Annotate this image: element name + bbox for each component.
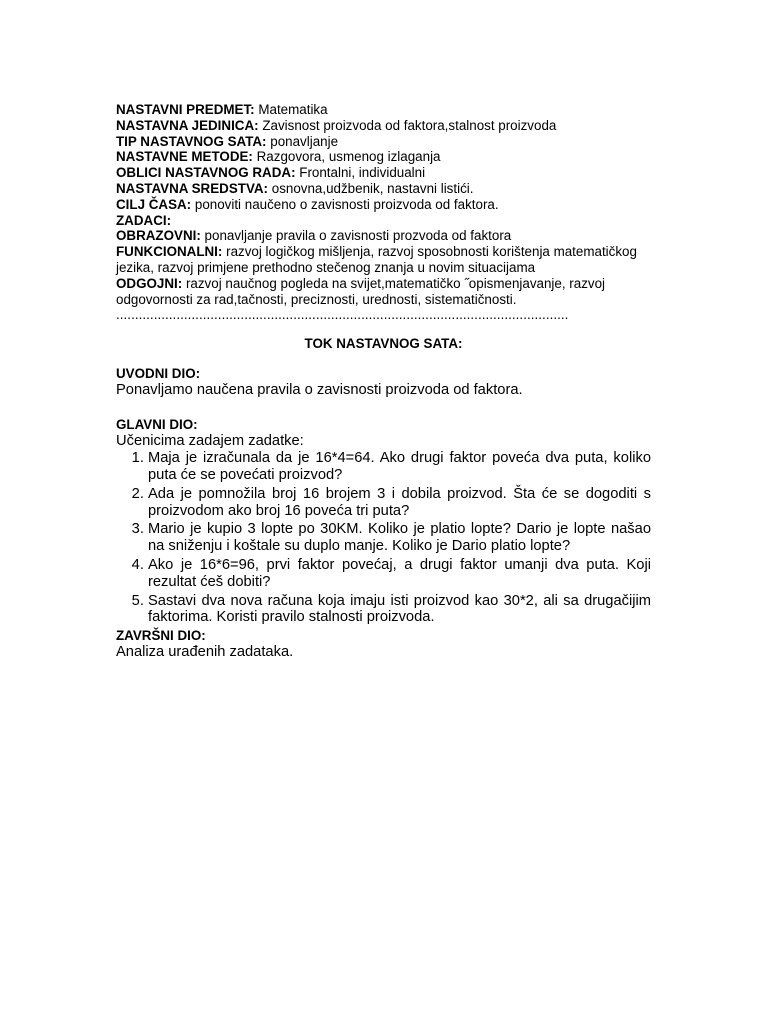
dotted-separator: ........................................................................................................................ <box>116 307 569 323</box>
field-oblici: OBLICI NASTAVNOG RADA: Frontalni, individualni <box>116 165 426 181</box>
task-item: 5. Sastavi dva nova računa koja imaju isti proizvod kao 30*2, ali sa drugačijim faktorima. Koristi pravilo stalnosti proizvoda. <box>148 593 651 627</box>
lesson-metadata <box>116 102 651 307</box>
field-metode: NASTAVNE METODE: Razgovora, usmenog izlaganja <box>116 149 441 165</box>
zadatak-obrazovni: OBRAZOVNI: ponavljanje pravila o zavisnosti prozvoda od faktora <box>116 228 512 244</box>
zavrsni-heading: ZAVRŠNI DIO: <box>116 628 206 644</box>
zadatak-odgojni: ODGOJNI: razvoj naučnog pogleda na svijet,matematičko ˝opismenjavanje, razvoj odgovornosti za rad,tačnosti, preciznosti, urednosti, sistematičnosti. <box>116 275 606 307</box>
task-list <box>116 450 651 626</box>
task-item: 4. Ako je 16*6=96, prvi faktor povećaj, a drugi faktor umanji dva puta. Koji rezultat ćeš dobiti? <box>148 557 651 591</box>
zadatak-funkcionalni: FUNKCIONALNI: razvoj logičkog mišljenja, razvoj sposobnosti korištenja matematičkog jezika, razvoj primjene prethodno stečenog znanja u novim situacijama <box>116 244 637 275</box>
uvodni-heading: UVODNI DIO: <box>116 366 201 382</box>
glavni-intro: Učenicima zadajem zadatke: <box>116 432 304 449</box>
task-item: 3. Mario je kupio 3 lopte po 30KM. Koliko je platio lopte? Dario je lopte našao na sniženju i koštale su duplo manje. Koliko je Dario platio lopte? <box>148 521 651 555</box>
section-title: TOK NASTAVNOG SATA: <box>304 336 463 352</box>
field-cilj: CILJ ČASA: ponoviti naučeno o zavisnosti proizvoda od faktora. <box>116 196 499 212</box>
zavrsni-text: Analiza urađenih zadataka. <box>116 644 294 661</box>
zadaci-heading: ZADACI: <box>116 212 172 228</box>
uvodni-text: Ponavljamo naučena pravila o zavisnosti proizvoda od faktora. <box>116 382 523 399</box>
document-content <box>116 102 651 662</box>
task-item: 2. Ada je pomnožila broj 16 brojem 3 i dobila proizvod. Šta će se dogoditi s proizvodom ako broj 16 poveća tri puta? <box>148 486 651 520</box>
field-jedinica: NASTAVNA JEDINICA: Zavisnost proizvoda od faktora,stalnost proizvoda <box>116 117 557 133</box>
field-tip: TIP NASTAVNOG SATA: ponavljanje <box>116 133 339 149</box>
field-sredstva: NASTAVNA SREDSTVA: osnovna,udžbenik, nastavni listići. <box>116 180 474 196</box>
field-predmet: NASTAVNI PREDMET: Matematika <box>116 102 328 117</box>
task-item: 1. Maja je izračunala da je 16*4=64. Ako drugi faktor poveća dva puta, koliko puta će se povećati proizvod? <box>148 450 651 484</box>
glavni-heading: GLAVNI DIO: <box>116 416 198 432</box>
